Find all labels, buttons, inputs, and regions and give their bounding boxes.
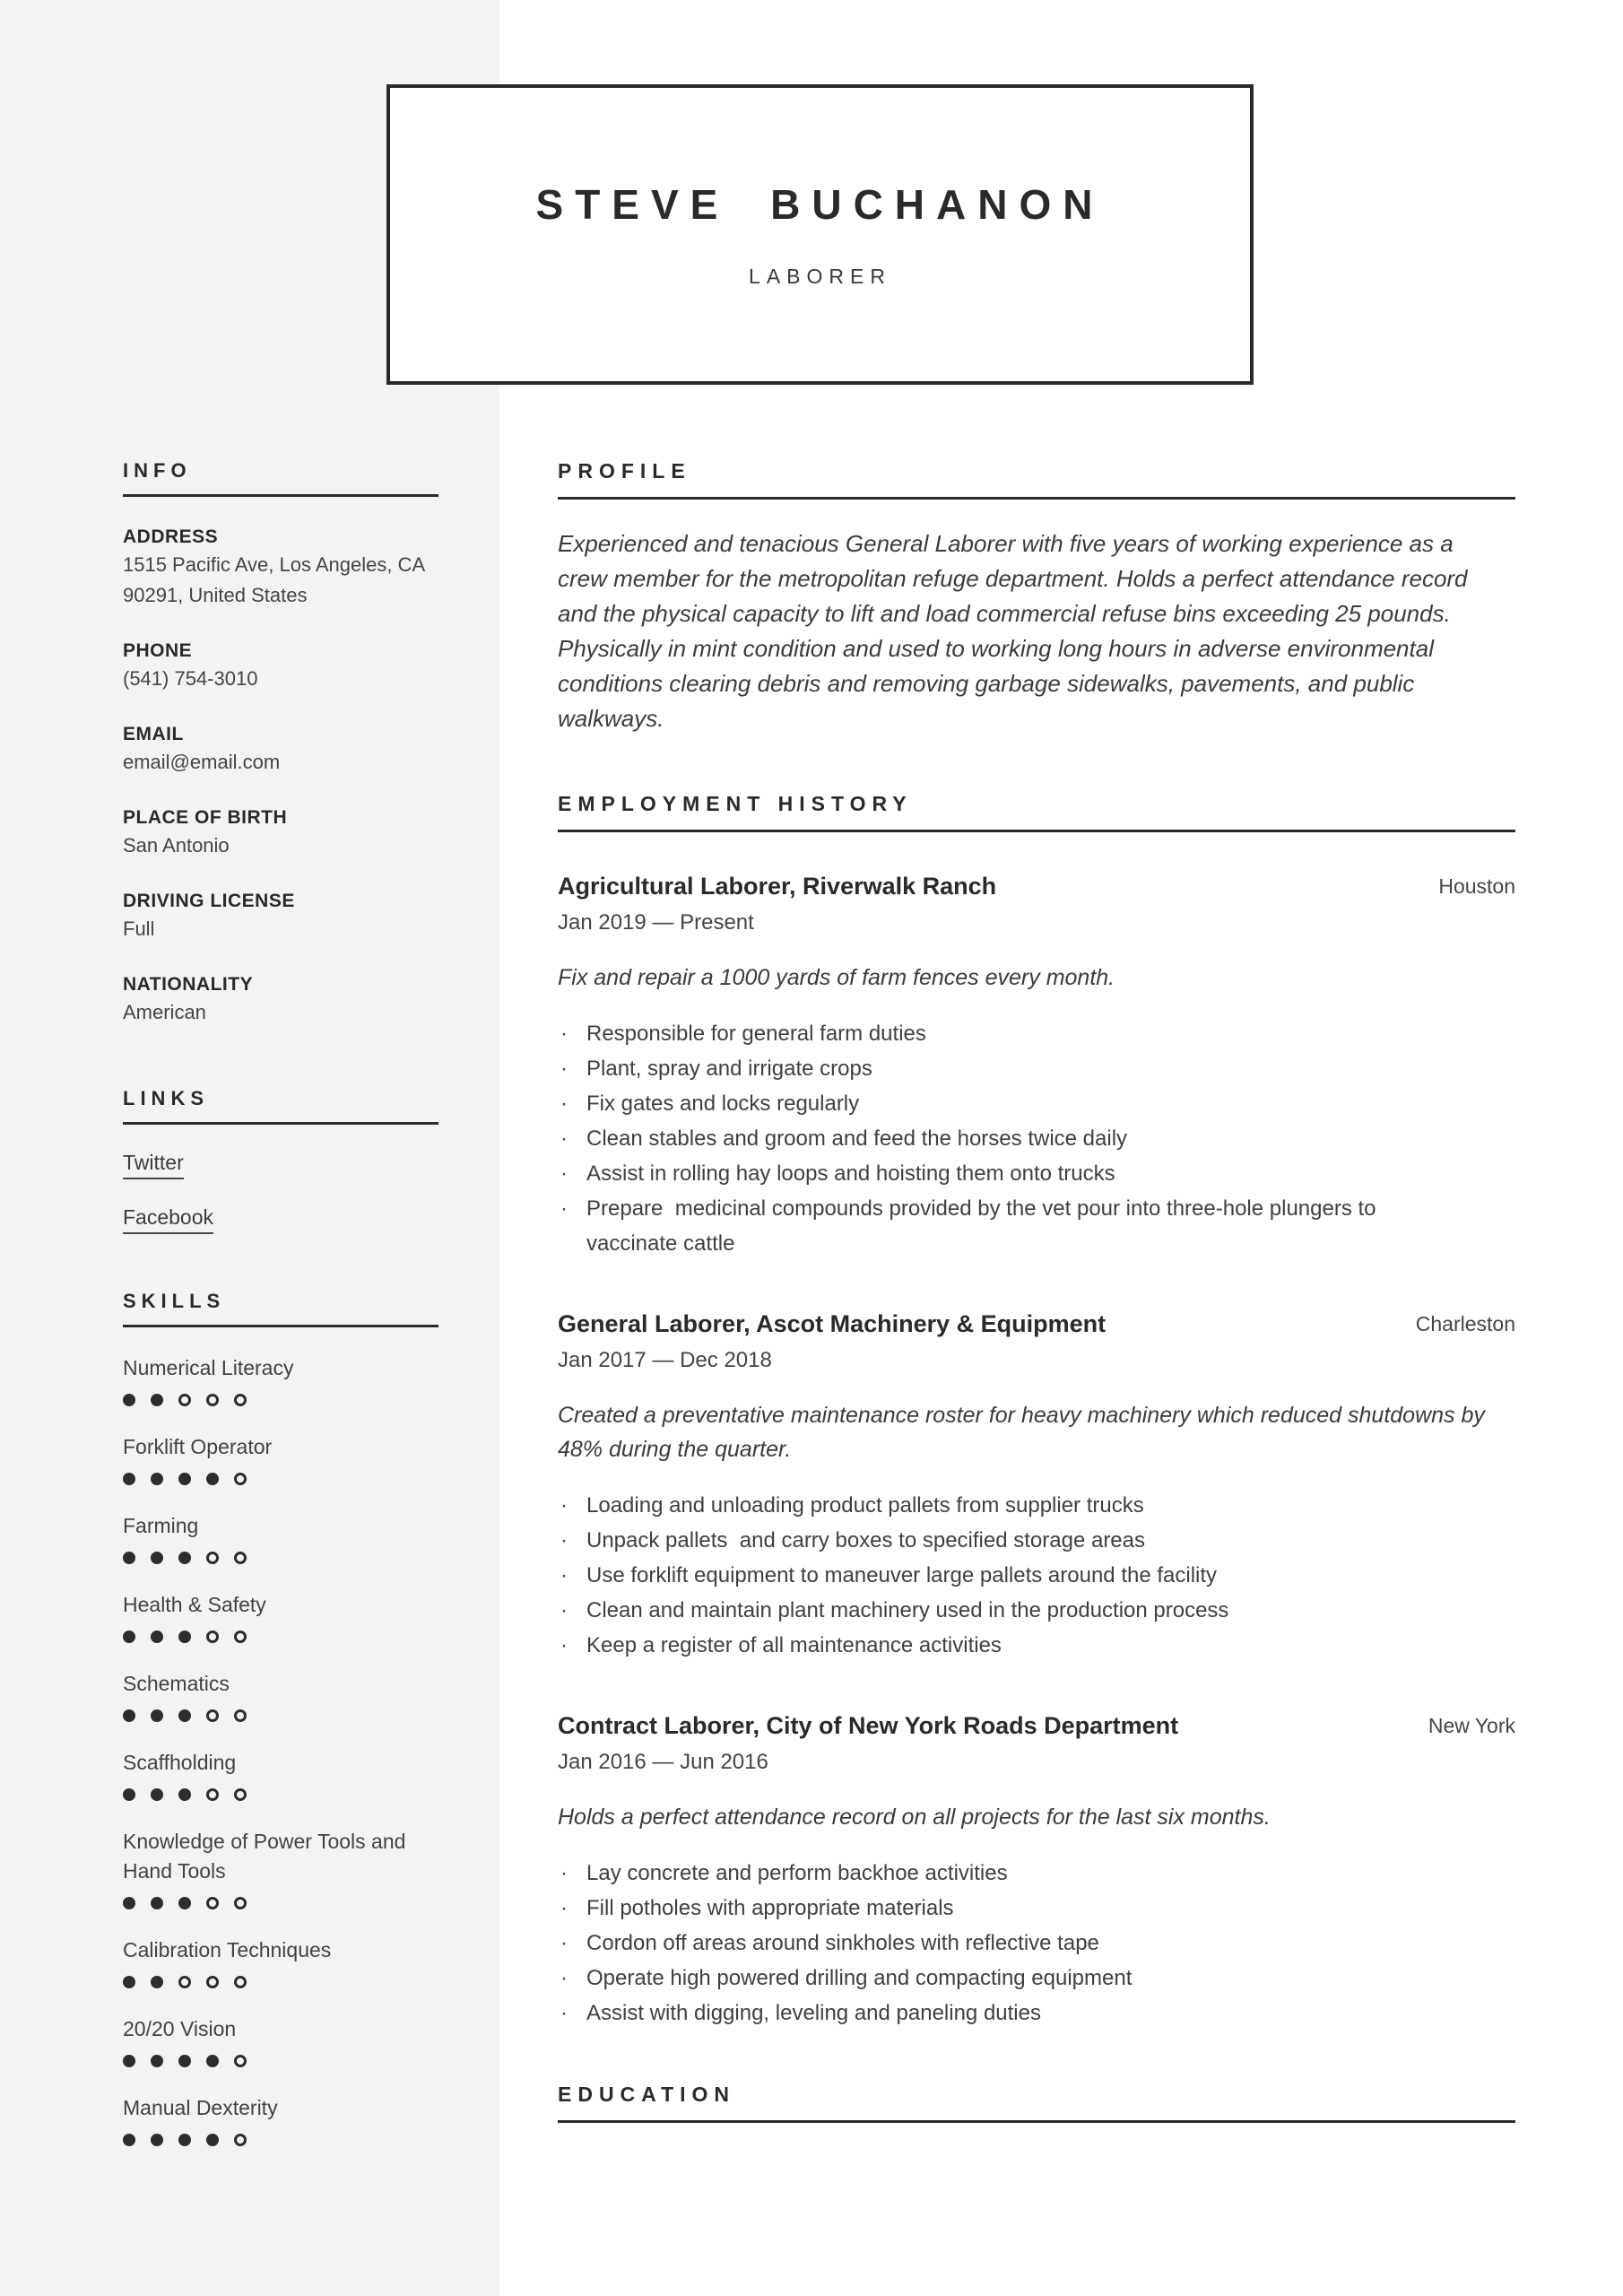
sidebar	[123, 459, 438, 2146]
skill-dot-filled-icon	[123, 1976, 135, 1988]
skill-name: Calibration Techniques	[123, 1938, 332, 1961]
bullet-dot-icon: ·	[560, 1528, 568, 1552]
skill-dot-filled-icon	[123, 1788, 135, 1801]
skill-item	[123, 2093, 438, 2146]
skill-dot-filled-icon	[178, 1897, 191, 1909]
skill-dot-filled-icon	[206, 2055, 219, 2067]
link-item	[123, 1205, 438, 1234]
skill-item	[123, 1511, 438, 1564]
job-dates: Jan 2017 — Dec 2018	[558, 1348, 772, 1372]
job-bullet-text: Lay concrete and perform backhoe activities	[586, 1861, 1008, 1885]
skill-name: Scaffholding	[123, 1751, 237, 1774]
job-bullet-item	[558, 1156, 1515, 1191]
profile-text: Experienced and tenacious General Laborer with five years of working experience as a crew member for the metropolitan refuge department. Holds a perfect attendance record and the physical capacity to lift and load commercial refuse bins exceeding 25 pounds. Physically in mint condition and used to working long hours in adverse environmental conditions clearing debris and removing garbage sidewalks, pavements, and public walkways.	[558, 530, 1468, 732]
info-heading: INFO	[123, 459, 438, 497]
skill-dot-filled-icon	[123, 1897, 135, 1909]
bullet-dot-icon: ·	[560, 1966, 568, 1990]
skill-dot-filled-icon	[151, 1394, 163, 1406]
skill-dot-filled-icon	[206, 1473, 219, 1485]
person-job-title: LABORER	[749, 265, 891, 288]
skill-dot-empty-icon	[206, 1552, 219, 1564]
info-field-value: Full	[123, 918, 155, 940]
header-name-box	[386, 84, 1254, 385]
bullet-dot-icon: ·	[560, 1057, 568, 1081]
link-item	[123, 1151, 438, 1179]
skill-dot-filled-icon	[151, 1709, 163, 1722]
skill-dot-empty-icon	[206, 1897, 219, 1909]
job-header	[558, 1709, 1515, 1743]
skill-item	[123, 1748, 438, 1801]
job-bullet-item	[558, 1086, 1515, 1121]
skill-dot-empty-icon	[234, 1897, 247, 1909]
bullet-dot-icon: ·	[560, 1493, 568, 1518]
job-bullets	[558, 1016, 1515, 1261]
skill-dot-filled-icon	[206, 2134, 219, 2146]
job-summary: Created a preventative maintenance roster for heavy machinery which reduced shutdowns by 48% during the quarter.	[558, 1403, 1485, 1462]
job-entry	[558, 1308, 1515, 1663]
job-title: General Laborer, Ascot Machinery & Equipment	[558, 1310, 1107, 1337]
job-bullet-text: Responsible for general farm duties	[586, 1022, 926, 1046]
bullet-dot-icon: ·	[560, 1861, 568, 1885]
employment-history-heading: EMPLOYMENT HISTORY	[558, 792, 1515, 832]
bullet-dot-icon: ·	[560, 1196, 568, 1221]
jobs-list	[558, 870, 1515, 2031]
info-field-value: American	[123, 1001, 206, 1023]
skill-dot-empty-icon	[206, 1394, 219, 1406]
job-bullet-text: Keep a register of all maintenance activities	[586, 1633, 1002, 1657]
job-entry	[558, 870, 1515, 1261]
info-field-label: ADDRESS	[123, 526, 219, 547]
education-heading: EDUCATION	[558, 2083, 1515, 2123]
skill-dot-filled-icon	[178, 1631, 191, 1643]
job-summary: Holds a perfect attendance record on all projects for the last six months.	[558, 1805, 1271, 1830]
job-bullet-text: Clean and maintain plant machinery used in the production process	[586, 1598, 1229, 1622]
bullet-dot-icon: ·	[560, 1563, 568, 1587]
info-field	[123, 805, 438, 861]
info-field-value: email@email.com	[123, 751, 281, 773]
profile-section	[558, 459, 1515, 736]
link-twitter[interactable]: Twitter	[123, 1151, 184, 1179]
skill-name: Schematics	[123, 1672, 230, 1695]
info-field-value: (541) 754-3010	[123, 667, 258, 690]
bullet-dot-icon: ·	[560, 1091, 568, 1116]
skill-dot-filled-icon	[123, 1552, 135, 1564]
skill-item	[123, 1669, 438, 1722]
links-list	[123, 1151, 438, 1234]
skill-dot-empty-icon	[178, 1394, 191, 1406]
skill-dot-empty-icon	[206, 1631, 219, 1643]
info-field-label: PLACE OF BIRTH	[123, 807, 288, 828]
education-section	[558, 2083, 1515, 2123]
job-bullet-item	[558, 1488, 1515, 1523]
job-bullet-text: Assist in rolling hay loops and hoisting them onto trucks	[586, 1161, 1115, 1186]
links-section	[123, 1087, 438, 1234]
job-bullet-text: Prepare medicinal compounds provided by the vet pour into three-hole plungers to vaccinate cattle	[586, 1196, 1406, 1256]
info-field	[123, 889, 438, 944]
job-bullets	[558, 1856, 1515, 2031]
skill-dot-empty-icon	[178, 1976, 191, 1988]
info-field-value: 90291, United States	[123, 584, 308, 606]
bullet-dot-icon: ·	[560, 1896, 568, 1920]
bullet-dot-icon: ·	[560, 1931, 568, 1955]
link-facebook[interactable]: Facebook	[123, 1205, 213, 1234]
skill-rating	[123, 1473, 438, 1485]
skill-rating	[123, 1631, 438, 1643]
skill-item	[123, 1353, 438, 1406]
skill-dot-filled-icon	[151, 1976, 163, 1988]
info-section	[123, 459, 438, 1028]
job-bullet-text: Assist with digging, leveling and paneling duties	[586, 2001, 1041, 2025]
job-bullet-item	[558, 1051, 1515, 1086]
job-bullet-text: Loading and unloading product pallets from supplier trucks	[586, 1493, 1144, 1518]
skill-dot-empty-icon	[234, 1394, 247, 1406]
info-field-label: DRIVING LICENSE	[123, 891, 295, 911]
info-field-label: EMAIL	[123, 724, 184, 744]
skill-name: Knowledge of Power Tools and Hand Tools	[123, 1830, 406, 1883]
skill-dot-empty-icon	[234, 1552, 247, 1564]
employment-history-section	[558, 792, 1515, 2031]
bullet-dot-icon: ·	[560, 1161, 568, 1186]
skill-dot-filled-icon	[123, 1631, 135, 1643]
skill-name: Forklift Operator	[123, 1435, 273, 1458]
skill-rating	[123, 1897, 438, 1909]
skill-dot-filled-icon	[151, 1552, 163, 1564]
skill-dot-filled-icon	[178, 1473, 191, 1485]
job-location: Houston	[1438, 874, 1515, 898]
skill-rating	[123, 1394, 438, 1406]
bullet-dot-icon: ·	[560, 1633, 568, 1657]
skill-rating	[123, 1709, 438, 1722]
job-bullet-item	[558, 1558, 1515, 1593]
skill-dot-empty-icon	[206, 1788, 219, 1801]
skill-dot-filled-icon	[123, 2134, 135, 2146]
skill-item	[123, 1590, 438, 1643]
skill-rating	[123, 2055, 438, 2067]
skill-dot-filled-icon	[178, 1709, 191, 1722]
skill-dot-filled-icon	[151, 2055, 163, 2067]
job-bullet-item	[558, 1996, 1515, 2031]
job-bullets	[558, 1488, 1515, 1663]
skill-dot-filled-icon	[178, 1788, 191, 1801]
skill-dot-empty-icon	[234, 1473, 247, 1485]
skill-name: 20/20 Vision	[123, 2017, 237, 2040]
skill-dot-empty-icon	[234, 1631, 247, 1643]
job-bullet-text: Operate high powered drilling and compacting equipment	[586, 1966, 1133, 1990]
job-bullet-text: Unpack pallets and carry boxes to specified storage areas	[586, 1528, 1146, 1552]
job-bullet-item	[558, 1191, 1515, 1261]
skill-dot-empty-icon	[234, 1709, 247, 1722]
skill-rating	[123, 2134, 438, 2146]
job-bullet-item	[558, 1016, 1515, 1051]
job-bullet-item	[558, 1926, 1515, 1961]
job-bullet-text: Plant, spray and irrigate crops	[586, 1057, 872, 1081]
skill-name: Health & Safety	[123, 1593, 266, 1616]
info-field	[123, 525, 438, 611]
job-summary: Fix and repair a 1000 yards of farm fences every month.	[558, 965, 1115, 990]
skill-dot-filled-icon	[123, 1394, 135, 1406]
main-column	[558, 459, 1515, 2123]
skill-item	[123, 2014, 438, 2067]
job-title: Contract Laborer, City of New York Roads Department	[558, 1712, 1179, 1739]
links-heading: LINKS	[123, 1087, 438, 1125]
skill-dot-filled-icon	[151, 1473, 163, 1485]
job-bullet-text: Fix gates and locks regularly	[586, 1091, 860, 1116]
skill-name: Farming	[123, 1514, 199, 1537]
job-bullet-item	[558, 1523, 1515, 1558]
skill-dot-filled-icon	[178, 1552, 191, 1564]
info-fields	[123, 525, 438, 1028]
job-bullet-text: Use forklift equipment to maneuver large pallets around the facility	[586, 1563, 1218, 1587]
info-field-value: 1515 Pacific Ave, Los Angeles, CA	[123, 553, 426, 576]
info-field	[123, 972, 438, 1028]
person-name: STEVE BUCHANON	[535, 181, 1105, 228]
skill-dot-empty-icon	[234, 2134, 247, 2146]
skill-dot-filled-icon	[123, 1709, 135, 1722]
bullet-dot-icon: ·	[560, 1126, 568, 1151]
skill-dot-filled-icon	[151, 1788, 163, 1801]
skill-item	[123, 1432, 438, 1485]
info-field-label: PHONE	[123, 640, 193, 661]
skill-name: Manual Dexterity	[123, 2096, 278, 2119]
skills-section	[123, 1290, 438, 2146]
skill-dot-filled-icon	[178, 2055, 191, 2067]
job-dates: Jan 2019 — Present	[558, 910, 754, 935]
profile-heading: PROFILE	[558, 459, 1515, 500]
job-bullet-text: Cordon off areas around sinkholes with reflective tape	[586, 1931, 1099, 1955]
skill-rating	[123, 1788, 438, 1801]
skill-dot-empty-icon	[234, 1788, 247, 1801]
skill-dot-filled-icon	[151, 1631, 163, 1643]
skill-dot-filled-icon	[151, 2134, 163, 2146]
job-header	[558, 870, 1515, 903]
skill-name: Numerical Literacy	[123, 1356, 294, 1379]
bullet-dot-icon: ·	[560, 1022, 568, 1046]
info-field-value: San Antonio	[123, 834, 230, 857]
bullet-dot-icon: ·	[560, 1598, 568, 1622]
info-field	[123, 639, 438, 694]
job-location: Charleston	[1415, 1312, 1515, 1335]
skills-heading: SKILLS	[123, 1290, 438, 1327]
job-bullet-item	[558, 1121, 1515, 1156]
job-location: New York	[1428, 1714, 1515, 1737]
job-bullet-text: Fill potholes with appropriate materials	[586, 1896, 954, 1920]
skill-dot-empty-icon	[234, 1976, 247, 1988]
job-title: Agricultural Laborer, Riverwalk Ranch	[558, 873, 997, 900]
job-bullet-item	[558, 1891, 1515, 1926]
skill-rating	[123, 1552, 438, 1564]
job-bullet-item	[558, 1856, 1515, 1891]
skill-dot-empty-icon	[206, 1976, 219, 1988]
info-field-label: NATIONALITY	[123, 974, 254, 995]
skill-dot-filled-icon	[123, 2055, 135, 2067]
job-dates: Jan 2016 — Jun 2016	[558, 1750, 768, 1774]
skills-list	[123, 1353, 438, 2146]
skill-dot-filled-icon	[151, 1897, 163, 1909]
job-entry	[558, 1709, 1515, 2031]
skill-dot-empty-icon	[234, 2055, 247, 2067]
job-bullet-text: Clean stables and groom and feed the horses twice daily	[586, 1126, 1128, 1151]
skill-dot-empty-icon	[206, 1709, 219, 1722]
skill-dot-filled-icon	[178, 2134, 191, 2146]
skill-item	[123, 1827, 438, 1909]
job-header	[558, 1308, 1515, 1341]
info-field	[123, 722, 438, 778]
job-bullet-item	[558, 1961, 1515, 1996]
skill-dot-filled-icon	[123, 1473, 135, 1485]
job-bullet-item	[558, 1593, 1515, 1628]
job-bullet-item	[558, 1628, 1515, 1663]
skill-rating	[123, 1976, 438, 1988]
bullet-dot-icon: ·	[560, 2001, 568, 2025]
skill-item	[123, 1935, 438, 1988]
